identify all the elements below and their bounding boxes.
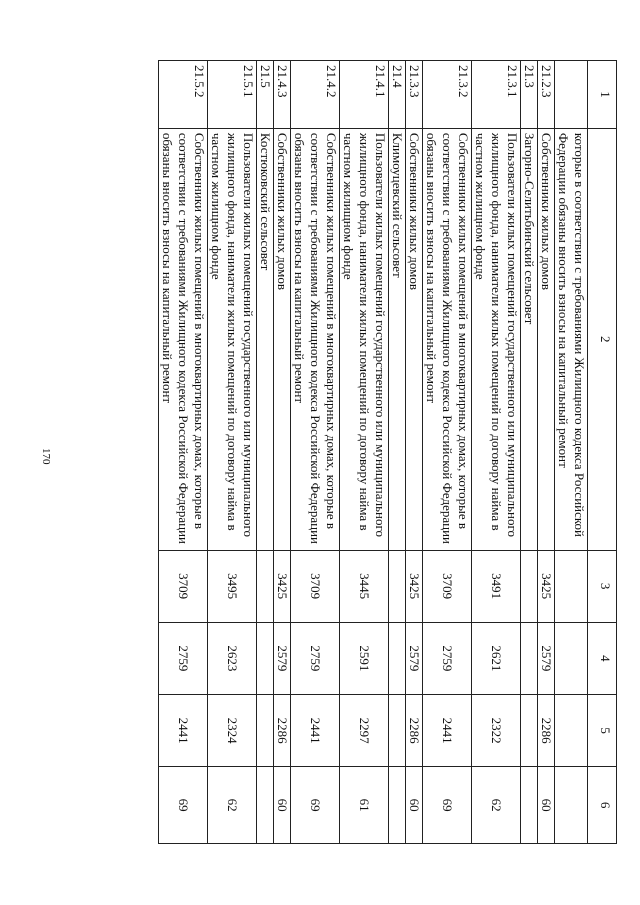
row-col4: 2759 bbox=[291, 622, 340, 694]
row-code: 21.4.3 bbox=[274, 61, 291, 129]
row-col4 bbox=[521, 622, 538, 694]
row-code: 21.5 bbox=[257, 61, 274, 129]
row-col4: 2579 bbox=[538, 622, 555, 694]
row-col5: 2324 bbox=[208, 695, 257, 767]
row-col3: 3425 bbox=[406, 550, 423, 622]
row-description: Пользователи жилых помещений государственного или муниципального жилищного фонда, наниматели жилых помещений по договору найма в частном жилищном фонде bbox=[340, 128, 389, 550]
row-col6: 62 bbox=[208, 767, 257, 844]
row-col5: 2441 bbox=[291, 695, 340, 767]
row-col6: 69 bbox=[291, 767, 340, 844]
row-col5: 2441 bbox=[423, 695, 472, 767]
row-code: 21.4.2 bbox=[291, 61, 340, 129]
row-col4 bbox=[257, 622, 274, 694]
row-description: Собственники жилых помещений в многоквартирных домах, которые в соответствии с требованиями Жилищного кодекса Российской Федерации обязаны вносить взносы на капитальный ремонт bbox=[159, 128, 208, 550]
row-col5: 2322 bbox=[472, 695, 521, 767]
row-col6: 60 bbox=[406, 767, 423, 844]
row-col4: 2579 bbox=[274, 622, 291, 694]
row-col3: 3425 bbox=[274, 550, 291, 622]
row-description: которые в соответствии с требованиями Жилищного кодекса Российской Федерации обязаны вносить взносы на капитальный ремонт bbox=[555, 128, 588, 550]
table-row bbox=[159, 61, 208, 844]
row-col5: 2441 bbox=[159, 695, 208, 767]
row-col3: 3425 bbox=[538, 550, 555, 622]
row-code: 21.3.2 bbox=[423, 61, 472, 129]
row-description: Загорно-Селитьбинский сельсовет bbox=[521, 128, 538, 550]
row-description: Собственники жилых домов bbox=[538, 128, 555, 550]
table-row bbox=[555, 61, 588, 844]
row-code bbox=[555, 61, 588, 129]
row-col5: 2286 bbox=[538, 695, 555, 767]
row-col5: 2286 bbox=[406, 695, 423, 767]
table-row bbox=[521, 61, 538, 844]
row-col4: 2759 bbox=[423, 622, 472, 694]
row-col6 bbox=[555, 767, 588, 844]
row-col3: 3709 bbox=[159, 550, 208, 622]
row-col5 bbox=[389, 695, 406, 767]
row-code: 21.5.1 bbox=[208, 61, 257, 129]
table-row bbox=[406, 61, 423, 844]
row-col3 bbox=[257, 550, 274, 622]
table-row bbox=[423, 61, 472, 844]
row-col3: 3495 bbox=[208, 550, 257, 622]
row-col3: 3491 bbox=[472, 550, 521, 622]
row-col6 bbox=[257, 767, 274, 844]
row-description: Собственники жилых домов bbox=[406, 128, 423, 550]
row-col6: 69 bbox=[423, 767, 472, 844]
row-col5: 2286 bbox=[274, 695, 291, 767]
row-col4: 2623 bbox=[208, 622, 257, 694]
row-description: Собственники жилых домов bbox=[274, 128, 291, 550]
row-col3: 3709 bbox=[291, 550, 340, 622]
row-col6: 60 bbox=[274, 767, 291, 844]
row-col5: 2297 bbox=[340, 695, 389, 767]
table-row bbox=[208, 61, 257, 844]
row-code: 21.4 bbox=[389, 61, 406, 129]
row-code: 21.3.1 bbox=[472, 61, 521, 129]
row-col3: 3709 bbox=[423, 550, 472, 622]
row-col4: 2759 bbox=[159, 622, 208, 694]
page-number: 170 bbox=[40, 448, 52, 465]
header-cell-1: 1 bbox=[588, 61, 617, 129]
table-row bbox=[472, 61, 521, 844]
header-row bbox=[588, 61, 617, 844]
row-col5 bbox=[257, 695, 274, 767]
row-code: 21.2.3 bbox=[538, 61, 555, 129]
row-description: Пользователи жилых помещений государственного или муниципального жилищного фонда, наниматели жилых помещений по договору найма в частном жилищном фонде bbox=[472, 128, 521, 550]
table-row bbox=[257, 61, 274, 844]
row-code: 21.4.1 bbox=[340, 61, 389, 129]
row-col4: 2591 bbox=[340, 622, 389, 694]
header-cell-6: 6 bbox=[588, 767, 617, 844]
row-col4 bbox=[555, 622, 588, 694]
header-cell-4: 4 bbox=[588, 622, 617, 694]
row-col5 bbox=[521, 695, 538, 767]
row-col6: 69 bbox=[159, 767, 208, 844]
header-cell-2: 2 bbox=[588, 128, 617, 550]
row-col3 bbox=[555, 550, 588, 622]
row-description: Костюковский сельсовет bbox=[257, 128, 274, 550]
row-description: Собственники жилых помещений в многоквартирных домах, которые в соответствии с требованиями Жилищного кодекса Российской Федерации обязаны вносить взносы на капитальный ремонт bbox=[423, 128, 472, 550]
row-col6 bbox=[521, 767, 538, 844]
row-col3 bbox=[389, 550, 406, 622]
table-row bbox=[389, 61, 406, 844]
row-col6: 61 bbox=[340, 767, 389, 844]
row-col6 bbox=[389, 767, 406, 844]
row-col4: 2579 bbox=[406, 622, 423, 694]
row-code: 21.5.2 bbox=[159, 61, 208, 129]
rotated-table-container bbox=[158, 60, 617, 844]
table-row bbox=[291, 61, 340, 844]
header-cell-3: 3 bbox=[588, 550, 617, 622]
row-col3 bbox=[521, 550, 538, 622]
tariff-table bbox=[158, 60, 617, 844]
row-col6: 62 bbox=[472, 767, 521, 844]
row-col3: 3445 bbox=[340, 550, 389, 622]
row-description: Пользователи жилых помещений государственного или муниципального жилищного фонда, наниматели жилых помещений по договору найма в частном жилищном фонде bbox=[208, 128, 257, 550]
table-row bbox=[538, 61, 555, 844]
row-description: Собственники жилых помещений в многоквартирных домах, которые в соответствии с требованиями Жилищного кодекса Российской Федерации обязаны вносить взносы на капитальный ремонт bbox=[291, 128, 340, 550]
table-row bbox=[340, 61, 389, 844]
row-description: Климоуцевский сельсовет bbox=[389, 128, 406, 550]
header-cell-5: 5 bbox=[588, 695, 617, 767]
row-col4: 2621 bbox=[472, 622, 521, 694]
row-col6: 60 bbox=[538, 767, 555, 844]
row-col5 bbox=[555, 695, 588, 767]
table-row bbox=[274, 61, 291, 844]
row-code: 21.3 bbox=[521, 61, 538, 129]
row-code: 21.3.3 bbox=[406, 61, 423, 129]
row-col4 bbox=[389, 622, 406, 694]
